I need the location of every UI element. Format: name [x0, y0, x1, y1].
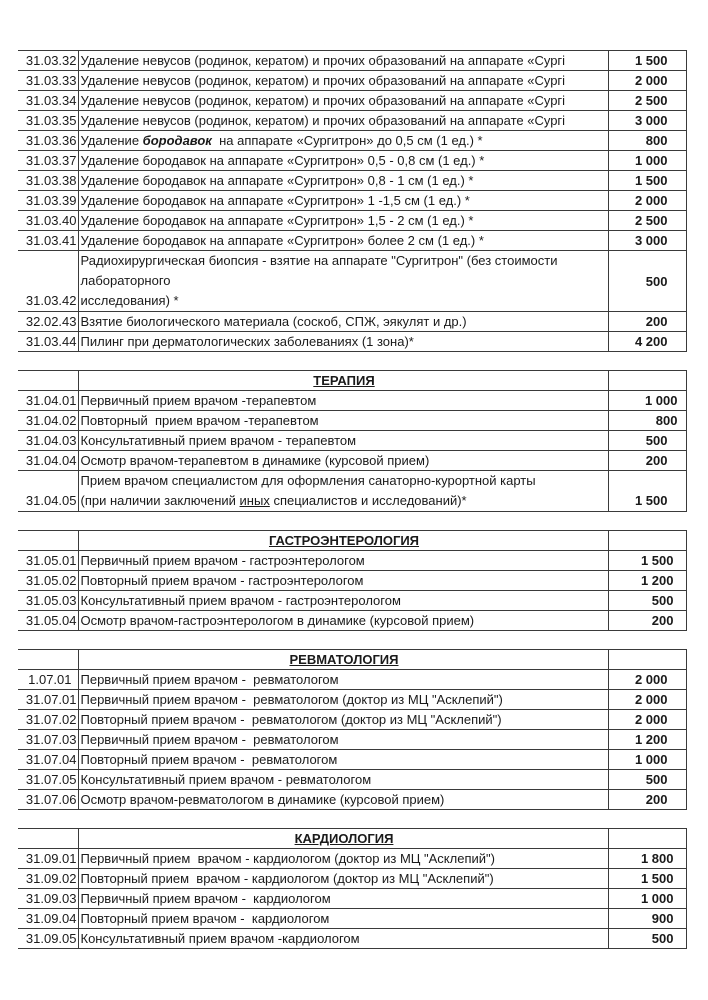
section-title: РЕВМАТОЛОГИЯ [78, 650, 608, 670]
table-row [18, 231, 686, 251]
service-description [78, 471, 608, 512]
rheumatology-table [18, 649, 687, 810]
section-header-row [18, 371, 686, 391]
service-description: Первичный прием врачом -терапевтом [78, 391, 608, 411]
service-code: 31.03.33 [18, 71, 78, 91]
table-row [18, 730, 686, 750]
table-row [18, 111, 686, 131]
service-description: Повторный прием врачом - кардиологом [78, 909, 608, 929]
service-price: 900 [608, 909, 686, 929]
service-price: 1 000 [608, 391, 686, 411]
service-code: 31.07.03 [18, 730, 78, 750]
service-description: Удаление невусов (родинок, кератом) и прочих образований на аппарате «Сургі [78, 111, 608, 131]
service-code: 31.04.05 [18, 471, 78, 512]
table-row [18, 929, 686, 949]
table-row [18, 151, 686, 171]
service-code: 31.07.02 [18, 710, 78, 730]
service-description: Взятие биологического материала (соскоб, СПЖ, эякулят и др.) [78, 312, 608, 332]
table-row [18, 391, 686, 411]
service-code: 31.09.03 [18, 889, 78, 909]
section-title: ГАСТРОЭНТЕРОЛОГИЯ [78, 531, 608, 551]
service-description [78, 131, 608, 151]
service-description: Удаление невусов (родинок, кератом) и прочих образований на аппарате «Сургі [78, 71, 608, 91]
service-price: 200 [608, 611, 686, 631]
table-row [18, 91, 686, 111]
section-title: КАРДИОЛОГИЯ [78, 829, 608, 849]
empty-cell [608, 650, 686, 670]
service-description: Консультативный прием врачом - гастроэнтерологом [78, 591, 608, 611]
table-row [18, 471, 686, 512]
service-description: Консультативный прием врачом -кардиологом [78, 929, 608, 949]
service-price: 2 000 [608, 191, 686, 211]
table-row [18, 611, 686, 631]
service-code: 31.03.38 [18, 171, 78, 191]
service-price: 1 500 [608, 51, 686, 71]
service-code: 31.09.05 [18, 929, 78, 949]
desc-emphasis: бородавок [142, 133, 212, 148]
service-description: Первичный прием врачом - ревматологом [78, 670, 608, 690]
service-code: 31.04.03 [18, 431, 78, 451]
service-description: Пилинг при дерматологических заболеваниях (1 зона)* [78, 332, 608, 352]
service-price: 500 [608, 431, 686, 451]
service-code: 32.02.43 [18, 312, 78, 332]
section-header-row [18, 829, 686, 849]
service-description: Консультативный прием врачом - ревматологом [78, 770, 608, 790]
empty-cell [18, 829, 78, 849]
section-gap [18, 352, 686, 370]
service-price: 200 [608, 312, 686, 332]
service-price: 3 000 [608, 111, 686, 131]
service-code: 31.03.34 [18, 91, 78, 111]
table-row [18, 51, 686, 71]
service-code: 31.09.01 [18, 849, 78, 869]
service-code: 31.07.06 [18, 790, 78, 810]
table-row [18, 332, 686, 352]
table-row [18, 750, 686, 770]
table-row [18, 690, 686, 710]
service-description: Первичный прием врачом - гастроэнтерологом [78, 551, 608, 571]
service-description: Первичный прием врачом - кардиологом [78, 889, 608, 909]
table-row [18, 571, 686, 591]
service-description: Повторный прием врачом -терапевтом [78, 411, 608, 431]
service-price: 500 [608, 251, 686, 312]
service-code: 31.04.04 [18, 451, 78, 471]
empty-cell [608, 829, 686, 849]
service-code: 31.04.01 [18, 391, 78, 411]
service-code: 31.07.01 [18, 690, 78, 710]
table-row [18, 171, 686, 191]
section-gap [18, 512, 686, 530]
table-row [18, 431, 686, 451]
service-code: 31.03.37 [18, 151, 78, 171]
service-description: Первичный прием врачом - ревматологом (доктор из МЦ "Асклепий") [78, 690, 608, 710]
table-row [18, 670, 686, 690]
service-description: Удаление бородавок на аппарате «Сургитрон» 0,5 - 0,8 см (1 ед.) * [78, 151, 608, 171]
service-code: 31.09.04 [18, 909, 78, 929]
empty-cell [18, 650, 78, 670]
service-price: 800 [608, 131, 686, 151]
service-price: 1 000 [608, 151, 686, 171]
table-row [18, 131, 686, 151]
service-description: Удаление бородавок на аппарате «Сургитрон» более 2 см (1 ед.) * [78, 231, 608, 251]
service-description: Удаление невусов (родинок, кератом) и прочих образований на аппарате «Сургі [78, 91, 608, 111]
section-header-row [18, 531, 686, 551]
empty-cell [608, 371, 686, 391]
service-price: 2 500 [608, 211, 686, 231]
service-code: 31.03.39 [18, 191, 78, 211]
service-code: 1.07.01 [18, 670, 78, 690]
desc-part: Удаление [80, 133, 143, 148]
service-description: Удаление невусов (родинок, кератом) и прочих образований на аппарате «Сургі [78, 51, 608, 71]
service-price: 1 200 [608, 730, 686, 750]
empty-cell [608, 531, 686, 551]
service-price: 500 [608, 591, 686, 611]
service-description: Удаление бородавок на аппарате «Сургитрон» 1,5 - 2 см (1 ед.) * [78, 211, 608, 231]
table-row [18, 591, 686, 611]
service-description: Повторный прием врачом - ревматологом [78, 750, 608, 770]
service-price: 1 500 [608, 551, 686, 571]
service-price: 2 500 [608, 91, 686, 111]
service-code: 31.03.35 [18, 111, 78, 131]
service-price: 2 000 [608, 690, 686, 710]
table-row [18, 312, 686, 332]
table-row [18, 849, 686, 869]
service-price: 4 200 [608, 332, 686, 352]
service-price: 500 [608, 770, 686, 790]
service-price: 1 800 [608, 849, 686, 869]
service-code: 31.03.42 [18, 251, 78, 312]
desc-part: на аппарате «Сургитрон» до 0,5 см (1 ед.) * [211, 133, 483, 148]
service-code: 31.03.41 [18, 231, 78, 251]
service-code: 31.03.44 [18, 332, 78, 352]
gastroenterology-table [18, 530, 687, 631]
service-code: 31.09.02 [18, 869, 78, 889]
table-row [18, 411, 686, 431]
service-price: 2 000 [608, 71, 686, 91]
table-row [18, 71, 686, 91]
service-price: 3 000 [608, 231, 686, 251]
table-row [18, 251, 686, 312]
table-row [18, 889, 686, 909]
section-gap [18, 631, 686, 649]
table-row [18, 790, 686, 810]
empty-cell [18, 531, 78, 551]
table-row [18, 770, 686, 790]
empty-cell [18, 371, 78, 391]
table-row [18, 869, 686, 889]
service-price: 200 [608, 790, 686, 810]
service-description: Осмотр врачом-ревматологом в динамике (курсовой прием) [78, 790, 608, 810]
cardiology-table [18, 828, 687, 949]
service-description: Повторный прием врачом - кардиологом (доктор из МЦ "Асклепий") [78, 869, 608, 889]
service-code: 31.04.02 [18, 411, 78, 431]
section-gap [18, 810, 686, 828]
price-list-sheet [18, 50, 686, 949]
desc-part: специалистов и исследований)* [269, 493, 467, 508]
desc-line: исследования) * [80, 293, 179, 308]
table-row [18, 451, 686, 471]
service-description: Осмотр врачом-гастроэнтерологом в динамике (курсовой прием) [78, 611, 608, 631]
service-price: 500 [608, 929, 686, 949]
section-title: ТЕРАПИЯ [78, 371, 608, 391]
service-code: 31.05.03 [18, 591, 78, 611]
desc-part: (при наличии заключений [80, 493, 240, 508]
desc-line: лабораторного [80, 273, 171, 288]
service-code: 31.05.02 [18, 571, 78, 591]
service-price: 2 000 [608, 670, 686, 690]
service-price: 1 500 [608, 171, 686, 191]
service-description: Консультативный прием врачом - терапевтом [78, 431, 608, 451]
service-description: Удаление бородавок на аппарате «Сургитрон» 0,8 - 1 см (1 ед.) * [78, 171, 608, 191]
table-row [18, 710, 686, 730]
table-row [18, 909, 686, 929]
service-price: 1 000 [608, 889, 686, 909]
service-price: 200 [608, 451, 686, 471]
service-price: 1 200 [608, 571, 686, 591]
table-row [18, 191, 686, 211]
therapy-table [18, 370, 687, 512]
service-code: 31.03.40 [18, 211, 78, 231]
service-price: 1 500 [608, 471, 686, 512]
service-description: Первичный прием врачом - ревматологом [78, 730, 608, 750]
service-description: Повторный прием врачом - ревматологом (доктор из МЦ "Асклепий") [78, 710, 608, 730]
service-description: Повторный прием врачом - гастроэнтерологом [78, 571, 608, 591]
desc-underlined: иных [239, 493, 270, 508]
service-price: 1 500 [608, 869, 686, 889]
service-description [78, 251, 608, 312]
service-code: 31.05.04 [18, 611, 78, 631]
table-row [18, 551, 686, 571]
service-price: 800 [608, 411, 686, 431]
desc-line [81, 491, 608, 511]
desc-line: Прием врачом специалистом для оформления санаторно-курортной карты [80, 473, 536, 488]
desc-line: Радиохирургическая биопсия - взятие на аппарате "Сургитрон" (без стоимости [80, 253, 558, 268]
table-row [18, 211, 686, 231]
dermatology-table [18, 50, 687, 352]
service-price: 1 000 [608, 750, 686, 770]
service-code: 31.07.05 [18, 770, 78, 790]
service-code: 31.03.32 [18, 51, 78, 71]
service-code: 31.05.01 [18, 551, 78, 571]
service-description: Удаление бородавок на аппарате «Сургитрон» 1 -1,5 см (1 ед.) * [78, 191, 608, 211]
service-price: 2 000 [608, 710, 686, 730]
service-code: 31.03.36 [18, 131, 78, 151]
section-header-row [18, 650, 686, 670]
service-description: Первичный прием врачом - кардиологом (доктор из МЦ "Асклепий") [78, 849, 608, 869]
service-code: 31.07.04 [18, 750, 78, 770]
service-description: Осмотр врачом-терапевтом в динамике (курсовой прием) [78, 451, 608, 471]
